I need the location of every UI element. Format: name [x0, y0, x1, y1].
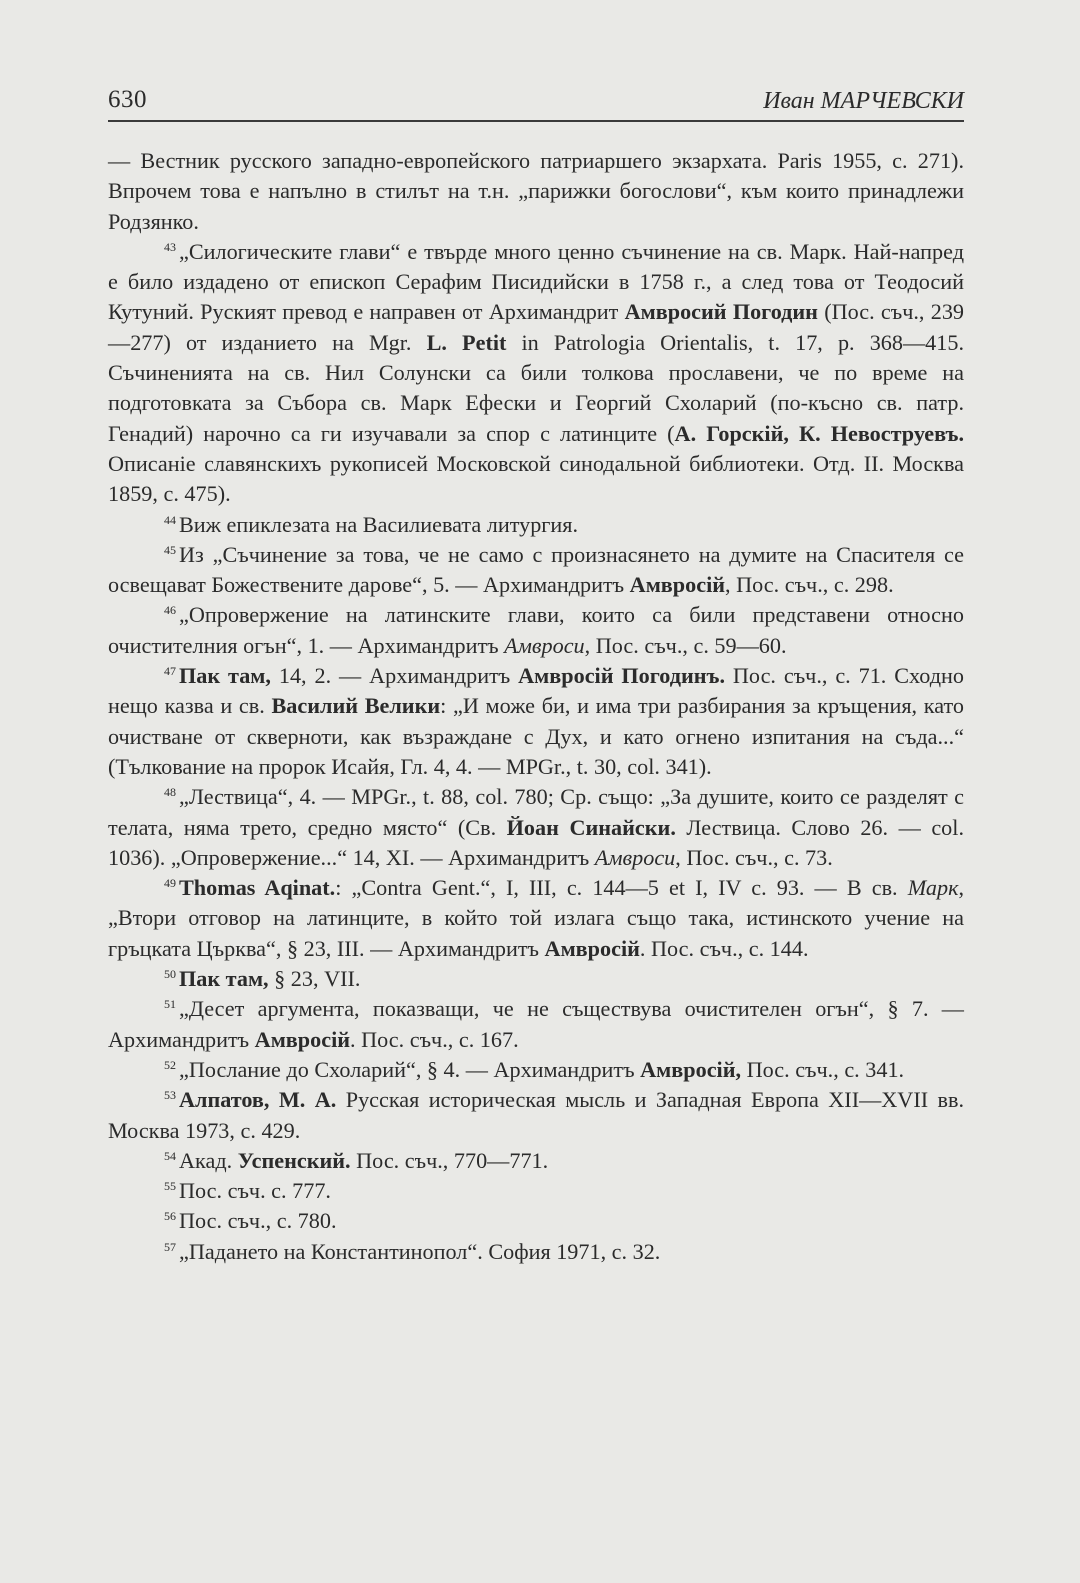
author-name: Василий Велики	[271, 693, 441, 719]
author-name: Амвроси	[594, 844, 676, 870]
text-segment: Описанiе славянскихъ рукописей Московской синодальной библиотеки. Отд. II. Москва 1859, с. 475).	[108, 450, 964, 507]
footnote-number: 50	[164, 967, 176, 982]
text-segment: (Пос. съч., 239—277) от изданието на Mgr.	[108, 299, 965, 355]
text-segment: Пос. съч., с. 341.	[741, 1056, 905, 1082]
author-name: Амвросiй Погодинъ.	[518, 663, 725, 689]
author-name: Амвросiй	[254, 1026, 351, 1052]
author-name: Амвросий Погодин	[624, 299, 818, 325]
footnote-number: 48	[164, 785, 176, 800]
text-segment: , Пос. съч., с. 59—60.	[584, 632, 787, 658]
text-segment: Из „Съчинение за това, че не само с произнасянето на думите на Спасителя се освещават Божествените дарове“, 5. — Архимандритъ	[108, 541, 964, 598]
text-segment: Пос. съч., 770—771.	[350, 1147, 549, 1173]
footnote-number: 57	[164, 1239, 176, 1254]
footnote-48	[108, 782, 964, 873]
author-name: Thomas Aqinat.	[179, 875, 336, 901]
text-segment: 14, 2. — Архимандритъ	[270, 663, 519, 689]
running-title-author: Иван МАРЧЕВСКИ	[763, 88, 964, 114]
footnote-47	[108, 661, 964, 782]
text-segment: . Пос. съч., с. 167.	[350, 1026, 519, 1052]
footnote-53	[108, 1085, 964, 1146]
bold-phrase: Пак там,	[179, 966, 269, 992]
text-segment: Пос. съч., с. 780.	[179, 1208, 337, 1234]
footnote-number: 56	[164, 1209, 176, 1224]
footnote-44	[108, 510, 964, 540]
footnote-55	[108, 1176, 964, 1206]
text-segment: Виж епиклезата на Василиевата литургия.	[179, 511, 579, 537]
footnote-number: 54	[164, 1148, 176, 1163]
text-segment: Лествица. Слово 26. — col. 1036). „Опровержение...“ 14, XI. — Архимандритъ	[108, 814, 964, 870]
bold-phrase: Пак там,	[179, 663, 271, 689]
text-segment: „Десет аргумента, показващи, че не съществува очистителен огън“, § 7. — Архимандритъ	[108, 996, 964, 1052]
footnote-51	[108, 994, 964, 1055]
footnote-50	[108, 964, 964, 994]
footnote-54	[108, 1146, 964, 1176]
author-name: L. Petit	[426, 329, 507, 355]
text-segment: „Силогическите глави“ е твърде много ценно съчинение на св. Марк. Най-напред е било издадено от епископ Серафим Писидийски в 1758 г., а след това от Теодосий Кутуний. Руският превод е направен от Архимандрит	[108, 238, 964, 325]
footnote-number: 43	[164, 239, 176, 254]
text-segment: Акад.	[179, 1147, 238, 1173]
page-number: 630	[108, 86, 147, 113]
footnote-number: 51	[164, 997, 176, 1012]
text-segment: , Пос. съч., с. 73.	[675, 844, 833, 870]
footnote-number: 55	[164, 1179, 176, 1194]
footnotes-body	[108, 146, 964, 1267]
footnote-number: 52	[164, 1057, 176, 1072]
text-segment: . Пос. съч., с. 144.	[639, 935, 809, 961]
header-rule	[108, 120, 964, 122]
author-name: Йоан Синайски.	[506, 814, 676, 840]
footnote-43	[108, 237, 964, 510]
text-segment: , „Втори отговор на латинците, в който той излага също така, истинското учение на гръцката Църква“, § 23, III. — Архимандритъ	[108, 875, 964, 961]
continued-footnote	[108, 146, 964, 237]
text-segment: Пос. съч., с. 71. Сходно нещо казва и св.	[108, 663, 965, 719]
footnote-number: 49	[164, 876, 176, 891]
author-name: Алпатов, М. А.	[179, 1087, 337, 1113]
text-segment: : „И може би, и има три разбирания за кръщения, като очистване от скверноти, как възраждане с Дух, и като огнено изпитания на съда...“ (Тълкование на пророк Исайя, Гл. 4, 4. — MPGr., t. 30, col. 341).	[108, 693, 964, 779]
text-segment: § 23, VII.	[268, 966, 361, 992]
footnote-52	[108, 1055, 964, 1085]
author-name: Амвросiй,	[640, 1056, 742, 1082]
text-segment: — Вестник русского западно-европейского патриаршего экзархата. Paris 1955, с. 271). Впрочем това е напълно в стилът на т.н. „парижки богослови“, към които принадлежи Родзянко.	[108, 148, 964, 234]
text-segment: in Patrologia Orientalis, t. 17, p. 368—415. Съчиненията на св. Нил Солунски са били толкова прославени, че по време на подготовката за Събора св. Марк Ефески и Георгий Схоларий (по-късно св. патр. Генадий) нарочно са ги изучавали за спор с латинците (	[108, 329, 964, 446]
text-segment: , Пос. съч., с. 298.	[725, 572, 894, 598]
author-name: Амвросiй	[544, 935, 640, 961]
author-name: А. Горскiй, К. Невоструевъ.	[674, 420, 964, 446]
author-name: Амвроси	[504, 632, 585, 658]
footnote-number: 53	[164, 1088, 176, 1103]
text-segment: Русская историческая мысль и Западная Европа XII—XVII вв. Москва 1973, с. 429.	[108, 1087, 964, 1143]
footnote-number: 46	[164, 603, 176, 618]
author-name: Марк	[907, 875, 959, 901]
text-segment: „Послание до Схоларий“, § 4. — Архимандритъ	[179, 1056, 641, 1082]
author-name: Успенский.	[237, 1147, 351, 1173]
footnote-56	[108, 1206, 964, 1236]
author-name: Амвросiй	[629, 572, 726, 598]
footnote-45	[108, 540, 964, 601]
footnote-57	[108, 1237, 964, 1267]
footnote-49	[108, 873, 964, 964]
text-segment: Пос. съч. с. 777.	[179, 1178, 331, 1204]
text-segment: „Лествица“, 4. — MPGr., t. 88, col. 780; Ср. също: „За душите, които се разделят с телата, няма трето, средно място“ (Св.	[108, 784, 964, 840]
footnote-46	[108, 600, 964, 661]
text-segment: „Падането на Константинопол“. София 1971, с. 32.	[179, 1238, 661, 1264]
footnote-number: 44	[164, 512, 176, 527]
footnote-number: 45	[164, 542, 176, 557]
text-segment: „Опровержение на латинските глави, които са били представени относно очистителния огън“, 1. — Архимандритъ	[108, 602, 964, 658]
text-segment: : „Contra Gent.“, I, III, c. 144—5 et I, IV c. 93. — В св.	[335, 875, 908, 901]
footnote-number: 47	[164, 664, 176, 679]
running-head	[108, 86, 964, 126]
